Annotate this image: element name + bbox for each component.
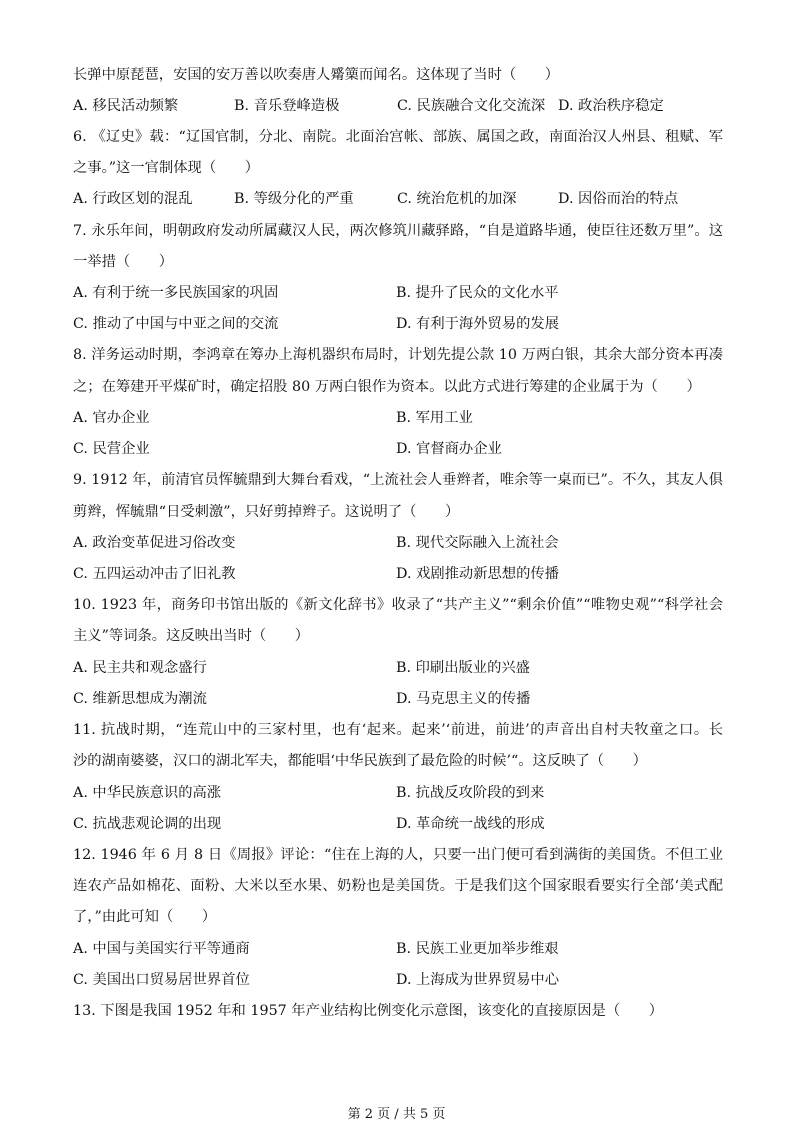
- answer-option: D. 戏剧推动新思想的传播: [396, 566, 560, 582]
- options-row: [73, 91, 723, 122]
- answer-option: A. 移民活动频繁: [73, 97, 179, 114]
- answer-option: C. 推动了中国与中亚之间的交流: [73, 316, 279, 333]
- options-row: [73, 934, 723, 965]
- question-stem-line: 8. 洋务运动时期，李鸿章在筹办上海机器织布局时，计划先提公款 10 万两白银，其余大部分资本再凑: [73, 347, 723, 364]
- answer-option: B. 印刷出版业的兴盛: [396, 659, 530, 676]
- answer-option: D. 官督商办企业: [396, 441, 502, 458]
- options-row: [73, 434, 723, 465]
- options-row: [73, 309, 723, 340]
- answer-option: D. 革命统一战线的形成: [396, 815, 545, 832]
- answer-option: A. 有利于统一多民族国家的巩固: [73, 285, 279, 302]
- question-stem-line: 沙的湖南婆婆，汉口的湖北军夫，都能唱‘中华民族到了最危险的时候’“。这反映了（ ）: [73, 753, 647, 770]
- question-stem-line: 12. 1946 年 6 月 8 日《周报》评论：“住在上海的人，只要一出门便可看到满街的美国货。不但工业: [73, 846, 723, 863]
- answer-option: B. 军用工业: [396, 409, 473, 426]
- answer-option: D. 政治秩序稳定: [558, 97, 664, 114]
- question-stem-line: 6. 《辽史》载：“辽国官制，分北、南院。北面治宫帐、部族、属国之政，南面治汉人州县、租赋、军: [73, 128, 723, 145]
- question: [73, 465, 723, 590]
- question-stem-line: 长弹中原琵琶，安国的安万善以吹奏唐人觱篥而闻名。这体现了当时（ ）: [73, 66, 560, 83]
- question: [73, 996, 723, 1027]
- answer-option: A. 官办企业: [73, 409, 150, 426]
- question: [73, 590, 723, 715]
- answer-option: C. 民族融合文化交流深: [397, 97, 546, 114]
- answer-option: A. 行政区划的混乱: [73, 191, 193, 208]
- question-stem-line: 剪辫，恽毓鼎“日受刺激”，只好剪掉辫子。这说明了（ ）: [73, 503, 460, 520]
- answer-option: A. 民主共和观念盛行: [73, 659, 207, 676]
- answer-option: C. 五四运动冲击了旧礼教: [73, 566, 236, 582]
- question-stem-line: 主义”等词条。这反映出当时（ ）: [73, 628, 310, 645]
- options-row: [73, 809, 723, 840]
- answer-option: A. 中国与美国实行平等通商: [73, 940, 250, 957]
- question: [73, 840, 723, 996]
- options-row: [73, 559, 723, 590]
- answer-option: A. 政治变革促进习俗改变: [73, 534, 236, 551]
- options-row: [73, 684, 723, 715]
- answer-option: D. 因俗而治的特点: [558, 191, 679, 208]
- question-stem-line: 13. 下图是我国 1952 年和 1957 年产业结构比例变化示意图，该变化的直接原因是（ ）: [73, 1003, 664, 1020]
- page-footer: 第 2 页 / 共 5 页: [347, 1107, 446, 1122]
- question-stem-line: 7. 永乐年间，明朝政府发动所属藏汉人民，两次修筑川藏驿路，“自是道路毕通，使臣往还数万里”。这: [73, 222, 723, 239]
- question-stem-line: 9. 1912 年，前清官员恽毓鼎到大舞台看戏，“上流社会人垂辫者，唯余等一桌而已”。不久，其友人俱: [73, 472, 723, 489]
- exam-page-content: [73, 60, 723, 1028]
- answer-option: C. 抗战悲观论调的出现: [73, 815, 222, 832]
- question-stem-line: 了，”由此可知（ ）: [73, 909, 217, 926]
- options-row: [73, 528, 723, 559]
- options-row: [73, 403, 723, 434]
- answer-option: B. 提升了民众的文化水平: [396, 285, 559, 302]
- answer-option: A. 中华民族意识的高涨: [73, 784, 222, 801]
- question-stem-line: 之事。”这一官制体现（ ）: [73, 160, 260, 177]
- answer-option: C. 美国出口贸易居世界首位: [73, 971, 250, 988]
- answer-option: B. 现代交际融入上流社会: [396, 534, 559, 551]
- answer-option: B. 民族工业更加举步维艰: [396, 940, 559, 957]
- answer-option: D. 上海成为世界贸易中心: [396, 971, 560, 988]
- question-stem-line: 连农产品如棉花、面粉、大米以至水果、奶粉也是美国货。于是我们这个国家眼看要实行全部‘美式配: [73, 878, 723, 895]
- answer-option: B. 音乐登峰造极: [234, 97, 340, 114]
- options-row: [73, 778, 723, 809]
- question: [73, 340, 723, 465]
- question: [73, 216, 723, 341]
- question: [73, 715, 723, 840]
- answer-option: D. 马克思主义的传播: [396, 690, 531, 707]
- options-row: [73, 653, 723, 684]
- answer-option: C. 维新思想成为潮流: [73, 690, 207, 707]
- question-stem-line: 一举措（ ）: [73, 253, 174, 270]
- answer-option: C. 统治危机的加深: [397, 191, 517, 208]
- question-stem-line: 之；在筹建开平煤矿时，确定招股 80 万两白银作为资本。以此方式进行筹建的企业属于为（ ）: [73, 378, 701, 395]
- options-row: [73, 278, 723, 309]
- answer-option: C. 民营企业: [73, 441, 150, 458]
- options-row: [73, 965, 723, 996]
- question: [73, 60, 723, 122]
- question-stem-line: 10. 1923 年，商务印书馆出版的《新文化辞书》收录了“共产主义”“剩余价值”“唯物史观”“科学社会: [73, 597, 723, 614]
- options-row: [73, 184, 723, 215]
- question: [73, 122, 723, 216]
- answer-option: B. 等级分化的严重: [234, 191, 354, 208]
- answer-option: B. 抗战反攻阶段的到来: [396, 784, 545, 801]
- answer-option: D. 有利于海外贸易的发展: [396, 316, 560, 333]
- question-stem-line: 11. 抗战时期，“连荒山中的三家村里，也有‘起来。起来’‘前进，前进’的声音出自村夫牧童之口。长: [73, 722, 723, 739]
